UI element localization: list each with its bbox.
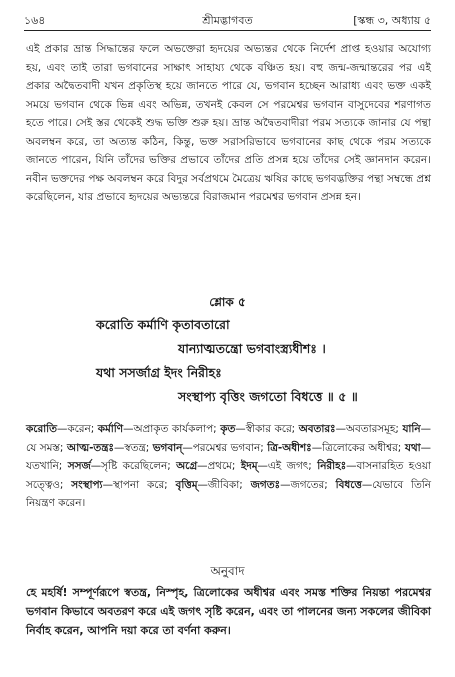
synonym-word: জগতঃ bbox=[250, 478, 281, 491]
synonym-meaning: স্বীকার করে; bbox=[245, 423, 299, 435]
section-reference: [স্কন্ধ ৩, অধ্যায় ৫ bbox=[353, 14, 431, 27]
synonym-word: কৃত bbox=[220, 423, 236, 435]
synonym-dash: — bbox=[113, 441, 125, 454]
synonym-word: কর্মাণি bbox=[97, 423, 124, 435]
synonym-dash: — bbox=[182, 441, 193, 454]
word-meanings bbox=[26, 420, 431, 513]
synonym-word: যথা bbox=[404, 441, 421, 454]
running-header bbox=[24, 12, 431, 30]
synonym-meaning: পরমেশ্বর ভগবান; bbox=[192, 441, 268, 454]
synonym-dash: — bbox=[257, 460, 268, 472]
book-title: শ্রীমদ্ভাগবত bbox=[202, 14, 253, 27]
translation-text: হে মহর্ষি! সম্পূর্ণরূপে স্বতন্ত্র, নিস্পৃহ, ত্রিলোকের অধীশ্বর এবং সমস্ত শক্তির নিয়ন্তা পরমেশ্বর ভগবান কিভাবে অবতরণ করে এই জগৎ সৃষ্টি করেন, এবং তা পালনের জন্য সকলের জীবিকা নির্বাহ করেন, আপনি দয়া করে তা বর্ণনা করুন। bbox=[26, 586, 431, 637]
synonym-word: যানি bbox=[402, 423, 421, 435]
synonym-meaning: বাসনারহিত হওয়া সত্ত্বেও; bbox=[26, 460, 432, 491]
synonym-word: আত্ম-তন্ত্রঃ bbox=[66, 441, 114, 454]
page-number: ১৬৪ bbox=[24, 14, 46, 27]
synonym-dash: — bbox=[197, 460, 208, 472]
verse-line-2: যান্যাত্মতন্ত্রো ভগবাংস্ত্র্যধীশঃ । bbox=[178, 341, 326, 356]
purport-paragraph: এই প্রকার ভ্রান্ত সিদ্ধান্তের ফলে অভক্তেরা হৃদয়ের অভ্যন্তর থেকে নির্দেশ প্রাপ্ত হওয়ার অযোগ্য হয়, এবং তাই তারা ভগবানের সাক্ষাৎ সাহায্য থেকে বঞ্চিত হয়। বহু জন্ম-জন্মান্তরের পর এই প্রকার অদ্বৈতবাদী যখন প্রকৃতিস্থ হয়ে জানতে পারে যে, ভগবান হচ্ছেন আরাধ্য এবং ভক্ত একই সময়ে ভগবান থেকে ভিন্ন এবং অভিন্ন, তখনই কেবল সে পরমেশ্বর ভগবান বাসুদেবের শরণাগত হতে পারে। সেই স্তর থেকেই শুদ্ধ ভক্তি শুরু হয়। ভ্রান্ত অদ্বৈতবাদীরা পরম সত্যকে জানার যে পন্থা অবলম্বন করে, তা অত্যন্ত কঠিন, কিন্তু, ভক্ত সরাসরিভাবে ভগবানের কাছ থেকে পরম সত্যকে জানতে পারেন, যিনি তাঁদের ভক্তির প্রভাবে তাঁদের প্রতি প্রসন্ন হয়ে তাঁদের সেই জ্ঞানদান করেন। নবীন ভক্তদের পক্ষ অবলম্বন করে বিদুর সর্বপ্রথমে মৈত্রেয় ঋষির কাছে ভগবদ্ভক্তির পন্থা সম্বন্ধে প্রশ্ন করেছিলেন, যার প্রভাবে হৃদয়ের অভ্যন্তরে বিরাজমান পরমেশ্বর ভগবান প্রসন্ন হন। bbox=[26, 43, 431, 203]
synonym-meaning: জীবিকা; bbox=[207, 478, 251, 491]
verse-line-3: যথা সসর্জাগ্র ইদং নিরীহঃ bbox=[96, 365, 222, 380]
synonym-word: বিধত্তে bbox=[335, 478, 362, 491]
synonym-dash: — bbox=[420, 423, 432, 435]
synonym-dash: — bbox=[335, 423, 346, 435]
synonym-meaning: অপ্রাকৃত কার্যকলাপ; bbox=[133, 423, 221, 435]
verse-line-4: সংস্থাপ্য বৃত্তিং জগতো বিধত্তে ॥ ৫ ॥ bbox=[178, 389, 358, 404]
synonym-meaning: সৃষ্টি করেছিলেন; bbox=[101, 460, 177, 472]
synonym-dash: — bbox=[420, 441, 432, 454]
synonym-dash: — bbox=[346, 460, 357, 472]
synonym-meaning: অবতারসমূহ; bbox=[345, 423, 403, 435]
synonym-dash: — bbox=[90, 460, 102, 472]
synonym-dash: — bbox=[102, 478, 113, 491]
synonym-meaning: ত্রিলোকের অধীশ্বর; bbox=[322, 441, 405, 454]
synonym-meaning: যতখানি; bbox=[26, 460, 68, 472]
synonym-word: ভগবান্ bbox=[152, 441, 183, 454]
synonym-dash: — bbox=[280, 478, 291, 491]
synonym-meaning: স্বতন্ত্র; bbox=[124, 441, 153, 454]
synonym-word: নিরীহঃ bbox=[317, 460, 347, 472]
header-rule bbox=[24, 30, 431, 31]
synonym-dash: — bbox=[361, 478, 373, 491]
synonym-dash: — bbox=[311, 441, 323, 454]
synonym-word: অগ্রে bbox=[176, 460, 198, 472]
synonym-meaning: স্থাপনা করে; bbox=[112, 478, 176, 491]
synonym-dash: — bbox=[123, 423, 134, 435]
synonym-meaning: প্রথমে; bbox=[207, 460, 241, 472]
synonym-word: সসর্জ bbox=[67, 460, 91, 472]
shloka-heading: শ্লোক ৫ bbox=[209, 295, 246, 309]
verse-line-1: করোতি কর্মাণি কৃতাবতারো bbox=[96, 317, 230, 332]
synonym-meaning: যে সমস্ত; bbox=[26, 441, 67, 454]
synonym-meaning: জগতের; bbox=[290, 478, 336, 491]
synonym-word: সংস্থাপ্য bbox=[71, 478, 103, 491]
synonym-dash: — bbox=[197, 478, 208, 491]
synonym-meaning: এই জগৎ; bbox=[267, 460, 318, 472]
synonym-dash: — bbox=[235, 423, 246, 435]
translation-heading: অনুবাদ bbox=[210, 564, 245, 578]
synonym-word: অবতারঃ bbox=[298, 423, 336, 435]
synonym-meaning: যেভাবে তিনি নিয়ন্ত্রণ করেন। bbox=[26, 478, 431, 509]
synonym-word: ত্রি-অধীশঃ bbox=[267, 441, 312, 454]
synonym-dash: — bbox=[56, 423, 68, 435]
synonym-word: বৃত্তিম্ bbox=[175, 478, 198, 491]
synonym-word: করোতি bbox=[26, 423, 57, 435]
synonym-word: ইদম্ bbox=[240, 460, 258, 472]
synonym-meaning: করেন; bbox=[67, 423, 98, 435]
